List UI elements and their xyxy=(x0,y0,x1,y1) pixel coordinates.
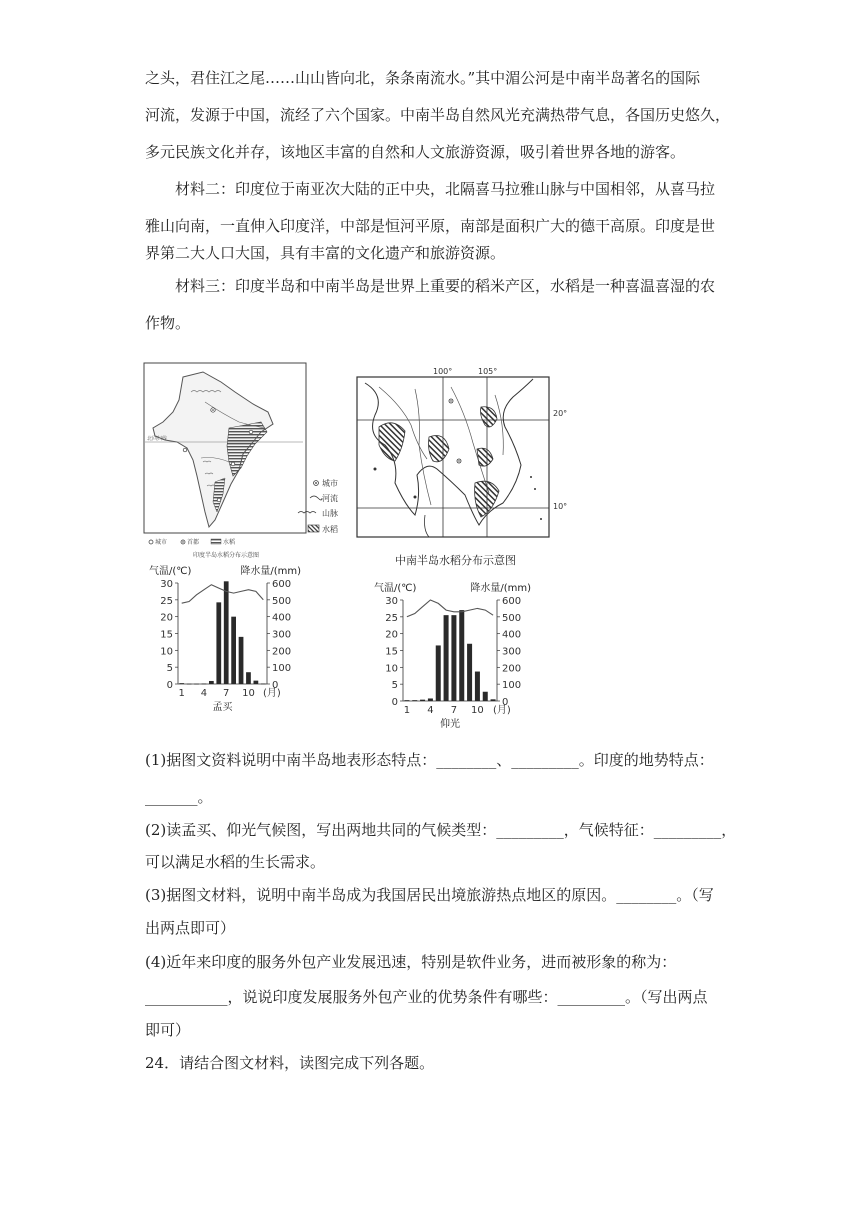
temp-tick-label: 10 xyxy=(385,663,398,675)
month-tick-label: 4 xyxy=(200,688,208,699)
question-4-line-3: 即可） xyxy=(145,1021,191,1039)
lat-10-label: 10° xyxy=(553,502,568,511)
temp-tick-label: 5 xyxy=(166,663,173,675)
precip-bar xyxy=(254,681,259,684)
precip-bar xyxy=(179,683,184,684)
legend-city-label: 城市 xyxy=(155,539,168,546)
precip-tick-label: 300 xyxy=(502,646,522,658)
precip-tick-label: 500 xyxy=(502,612,522,624)
material-three-line-2: 作物。 xyxy=(145,314,191,332)
precip-bar xyxy=(491,699,496,701)
precip-bar xyxy=(436,645,441,701)
precip-tick-label: 0 xyxy=(272,680,279,691)
precip-bar xyxy=(412,700,417,701)
mumbai-climate-chart xyxy=(145,563,305,721)
precip-bar xyxy=(428,698,433,701)
precip-bar xyxy=(459,610,464,701)
legend-rice-label: 水稻 xyxy=(223,539,236,546)
legend-map-mountain: 山脉 xyxy=(322,509,338,518)
precip-tick-label: 200 xyxy=(272,646,292,658)
lon-105-label: 105° xyxy=(478,367,498,376)
material-two-line-3: 界第二大人口大国，具有丰富的文化遗产和旅游资源。 xyxy=(145,244,506,262)
month-tick-label: 10 xyxy=(471,705,484,716)
precip-bar xyxy=(451,615,456,701)
temp-axis-label: 气温/(℃) xyxy=(374,583,417,594)
question-2-line-2: 可以满足水稻的生长需求。 xyxy=(145,853,326,871)
question-1-line-2: _______。 xyxy=(145,788,213,806)
temperature-line xyxy=(407,600,493,617)
precip-bar xyxy=(467,644,472,701)
temp-tick-label: 10 xyxy=(160,646,173,658)
month-tick-label: 1 xyxy=(178,688,185,699)
precip-tick-label: 600 xyxy=(502,596,522,607)
temp-tick-label: 15 xyxy=(385,646,398,658)
temp-tick-label: 25 xyxy=(385,612,398,624)
station-name: 孟买 xyxy=(212,702,233,713)
temp-tick-label: 25 xyxy=(160,595,173,607)
month-tick-label: 1 xyxy=(403,705,411,716)
precip-bar xyxy=(261,683,266,684)
india-map-title: 印度半岛水稻分布示意图 xyxy=(193,552,260,559)
legend-river-icon xyxy=(310,496,322,500)
material-two-line-1: 材料二：印度位于南亚次大陆的正中央，北隔喜马拉雅山脉与中国相邻，从喜马拉 xyxy=(175,180,716,198)
question-4-line-2: ___________，说说印度发展服务外包产业的优势条件有哪些：_________。（写出两点 xyxy=(145,988,708,1006)
tropic-label: 北回归线 xyxy=(147,436,168,442)
temp-tick-label: 20 xyxy=(160,612,173,624)
precip-bar xyxy=(475,672,480,701)
precip-tick-label: 0 xyxy=(502,697,509,708)
question-3-line-1: (3)据图文材料，说明中南半岛成为我国居民出境旅游热点地区的原因。________。（写 xyxy=(145,886,714,904)
precip-tick-label: 100 xyxy=(502,680,522,692)
x-axis-label: (月) xyxy=(263,688,281,699)
precip-bar xyxy=(404,700,409,701)
precip-tick-label: 300 xyxy=(272,629,292,641)
precip-bar xyxy=(483,692,488,701)
material-one-line-2: 河流，发源于中国，流经了六个国家。中南半岛自然风光充满热带气息，各国历史悠久， xyxy=(145,106,731,124)
precip-bar xyxy=(194,684,199,685)
temp-tick-label: 20 xyxy=(385,629,398,641)
question-24-heading: 24．请结合图文材料，读图完成下列各题。 xyxy=(145,1054,435,1072)
precip-tick-label: 600 xyxy=(272,579,292,590)
question-4-line-1: (4)近年来印度的服务外包产业发展迅速，特别是软件业务，进而被形象的称为： xyxy=(145,953,677,971)
precip-tick-label: 100 xyxy=(272,663,292,675)
temp-tick-label: 30 xyxy=(160,579,173,590)
legend-map-city: 城市 xyxy=(322,479,338,488)
temp-tick-label: 5 xyxy=(391,680,398,692)
precip-bar xyxy=(420,700,425,701)
precip-bar xyxy=(216,602,221,684)
month-tick-label: 7 xyxy=(450,705,458,716)
material-two-line-2: 雅山向南，一直伸入印度洋，中部是恒河平原，南部是面积广大的德干高原。印度是世 xyxy=(145,217,716,235)
question-3-line-2: 出两点即可） xyxy=(145,919,236,937)
precip-bar xyxy=(202,683,207,684)
precip-tick-label: 400 xyxy=(272,612,292,624)
question-2-line-1: (2)读孟买、仰光气候图，写出两地共同的气候类型：_________，气候特征：_________， xyxy=(145,821,737,839)
month-tick-label: 10 xyxy=(242,688,255,699)
precip-axis-label: 降水量/(mm) xyxy=(240,566,301,577)
material-three-line-1: 材料三：印度半岛和中南半岛是世界上重要的稻米产区，水稻是一种喜温喜湿的农 xyxy=(175,277,716,295)
temperature-line xyxy=(182,585,264,604)
indochina-rice-map xyxy=(355,365,595,570)
temp-tick-label: 15 xyxy=(160,629,173,641)
legend-capital-label: 首都 xyxy=(187,539,200,546)
question-1-line-1: (1)据图文资料说明中南半岛地表形态特点：________、_________。印度的地势特点： xyxy=(145,751,714,769)
precip-bar xyxy=(231,617,236,684)
temp-axis-label: 气温/(℃) xyxy=(149,566,192,577)
yangon-climate-chart xyxy=(370,580,535,738)
temp-tick-label: 0 xyxy=(391,697,398,708)
precip-bar xyxy=(239,637,244,684)
map-legend xyxy=(296,475,356,545)
precip-bar xyxy=(187,684,192,685)
precip-tick-label: 400 xyxy=(502,629,522,641)
lat-20-label: 20° xyxy=(553,409,568,418)
indochina-map-title: 中南半岛水稻分布示意图 xyxy=(395,554,516,567)
precip-bar xyxy=(246,672,251,684)
station-name: 仰光 xyxy=(440,719,460,730)
temp-tick-label: 0 xyxy=(166,680,173,691)
legend-rice-icon xyxy=(308,525,319,532)
legend-map-river: 河流 xyxy=(322,494,338,503)
precip-tick-label: 200 xyxy=(502,663,522,675)
temp-tick-label: 30 xyxy=(385,596,398,607)
material-one-line-3: 多元民族文化并存，该地区丰富的自然和人文旅游资源，吸引着世界各地的游客。 xyxy=(145,143,686,161)
precip-bar xyxy=(224,581,229,684)
precip-bar xyxy=(209,681,214,684)
precip-tick-label: 500 xyxy=(272,595,292,607)
city-icon xyxy=(183,448,187,452)
precip-bar xyxy=(444,615,449,701)
india-rice-map xyxy=(143,362,308,562)
x-axis-label: (月) xyxy=(493,705,511,716)
month-tick-label: 4 xyxy=(427,705,434,716)
legend-mountain-icon xyxy=(298,512,316,514)
precip-axis-label: 降水量/(mm) xyxy=(470,583,531,594)
month-tick-label: 7 xyxy=(223,688,230,699)
legend-map-rice: 水稻 xyxy=(322,525,338,534)
lon-100-label: 100° xyxy=(433,367,453,376)
material-one-line-1: 之头，君住江之尾……山山皆向北，条条南流水。”其中湄公河是中南半岛著名的国际 xyxy=(145,69,701,87)
